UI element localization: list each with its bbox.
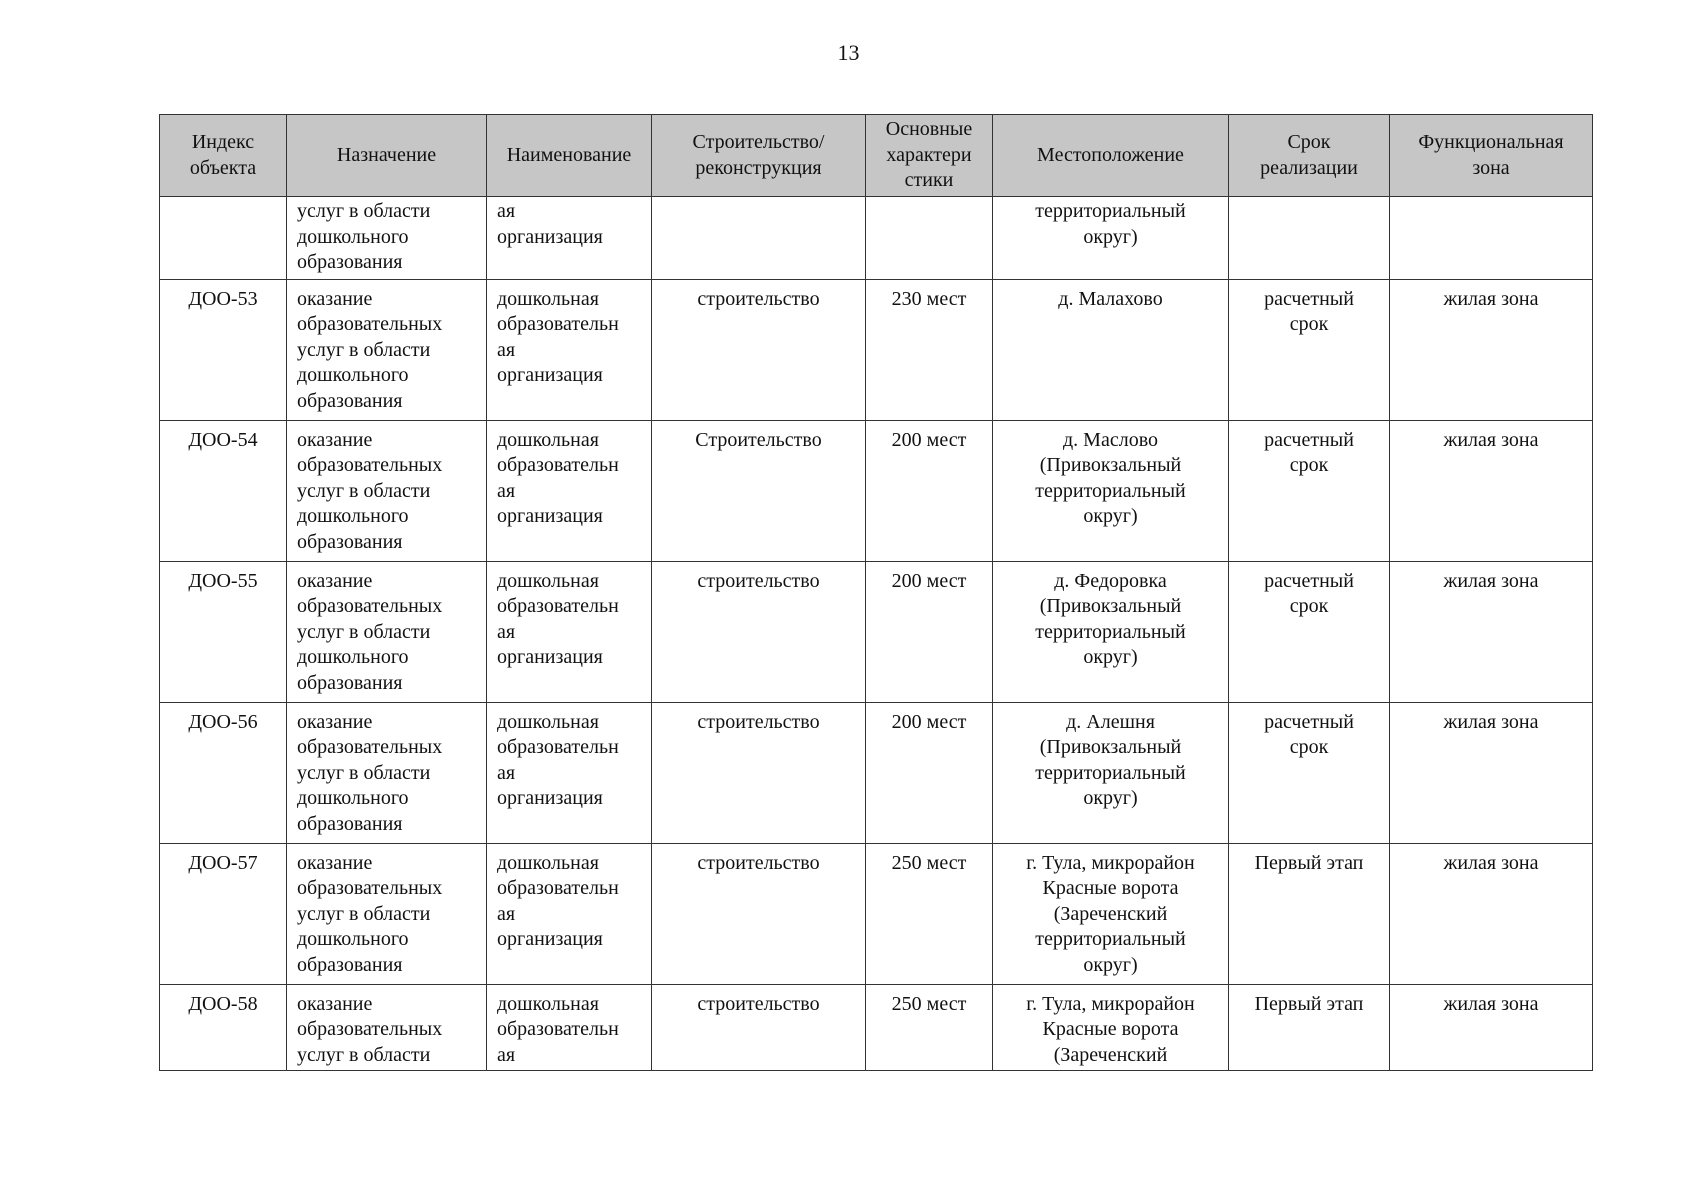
cell-specs: 230 мест xyxy=(866,279,993,420)
cell-specs: 200 мест xyxy=(866,702,993,843)
cell-index: ДОО-58 xyxy=(160,984,287,1070)
cell-specs: 250 мест xyxy=(866,984,993,1070)
cell-zone xyxy=(1390,197,1593,280)
cell-specs: 200 мест xyxy=(866,561,993,702)
cell-term: расчетный срок xyxy=(1229,702,1390,843)
cell-name: дошкольная образовательн ая организация xyxy=(487,279,652,420)
header-specs: Основные характери стики xyxy=(866,115,993,197)
cell-zone: жилая зона xyxy=(1390,561,1593,702)
cell-index: ДОО-57 xyxy=(160,843,287,984)
cell-term: расчетный срок xyxy=(1229,561,1390,702)
header-purpose: Назначение xyxy=(287,115,487,197)
cell-specs xyxy=(866,197,993,280)
cell-location: г. Тула, микрорайон Красные ворота (Зареченский xyxy=(993,984,1229,1070)
cell-term: Первый этап xyxy=(1229,843,1390,984)
cell-purpose: оказание образовательных услуг в области дошкольного образования xyxy=(287,279,487,420)
header-term: Срок реализации xyxy=(1229,115,1390,197)
header-location: Местоположение xyxy=(993,115,1229,197)
table-row xyxy=(160,702,1593,843)
cell-purpose: оказание образовательных услуг в области дошкольного образования xyxy=(287,702,487,843)
table-row xyxy=(160,561,1593,702)
cell-name: ая организация xyxy=(487,197,652,280)
page-number: 13 xyxy=(837,40,860,65)
cell-zone: жилая зона xyxy=(1390,420,1593,561)
cell-index xyxy=(160,197,287,280)
cell-purpose: оказание образовательных услуг в области дошкольного образования xyxy=(287,843,487,984)
table-header-row xyxy=(160,115,1593,197)
cell-location: г. Тула, микрорайон Красные ворота (Зареченский территориальный округ) xyxy=(993,843,1229,984)
cell-construction: строительство xyxy=(652,561,866,702)
cell-zone: жилая зона xyxy=(1390,843,1593,984)
cell-name: дошкольная образовательн ая организация xyxy=(487,561,652,702)
cell-name: дошкольная образовательн ая организация xyxy=(487,843,652,984)
cell-purpose: оказание образовательных услуг в области xyxy=(287,984,487,1070)
table-row xyxy=(160,420,1593,561)
cell-zone: жилая зона xyxy=(1390,279,1593,420)
cell-purpose: оказание образовательных услуг в области дошкольного образования xyxy=(287,420,487,561)
cell-construction: Строительство xyxy=(652,420,866,561)
cell-construction xyxy=(652,197,866,280)
cell-term: расчетный срок xyxy=(1229,420,1390,561)
cell-location: территориальный округ) xyxy=(993,197,1229,280)
cell-term: расчетный срок xyxy=(1229,279,1390,420)
table-row xyxy=(160,197,1593,280)
cell-name: дошкольная образовательн ая организация xyxy=(487,702,652,843)
cell-purpose: оказание образовательных услуг в области дошкольного образования xyxy=(287,561,487,702)
cell-index: ДОО-56 xyxy=(160,702,287,843)
cell-location: д. Малахово xyxy=(993,279,1229,420)
cell-location: д. Алешня (Привокзальный территориальный округ) xyxy=(993,702,1229,843)
facilities-table xyxy=(159,114,1593,1071)
cell-construction: строительство xyxy=(652,279,866,420)
header-construction: Строительство/ реконструкция xyxy=(652,115,866,197)
cell-term: Первый этап xyxy=(1229,984,1390,1070)
cell-index: ДОО-53 xyxy=(160,279,287,420)
cell-construction: строительство xyxy=(652,984,866,1070)
cell-zone: жилая зона xyxy=(1390,702,1593,843)
cell-purpose: услуг в области дошкольного образования xyxy=(287,197,487,280)
cell-construction: строительство xyxy=(652,843,866,984)
cell-name: дошкольная образовательн ая xyxy=(487,984,652,1070)
table-row xyxy=(160,279,1593,420)
header-zone: Функциональная зона xyxy=(1390,115,1593,197)
cell-location: д. Федоровка (Привокзальный территориальный округ) xyxy=(993,561,1229,702)
cell-specs: 200 мест xyxy=(866,420,993,561)
cell-index: ДОО-54 xyxy=(160,420,287,561)
cell-construction: строительство xyxy=(652,702,866,843)
header-index: Индекс объекта xyxy=(160,115,287,197)
cell-specs: 250 мест xyxy=(866,843,993,984)
table-row xyxy=(160,984,1593,1070)
header-name: Наименование xyxy=(487,115,652,197)
cell-name: дошкольная образовательн ая организация xyxy=(487,420,652,561)
cell-location: д. Маслово (Привокзальный территориальный округ) xyxy=(993,420,1229,561)
cell-term xyxy=(1229,197,1390,280)
cell-index: ДОО-55 xyxy=(160,561,287,702)
cell-zone: жилая зона xyxy=(1390,984,1593,1070)
table-row xyxy=(160,843,1593,984)
